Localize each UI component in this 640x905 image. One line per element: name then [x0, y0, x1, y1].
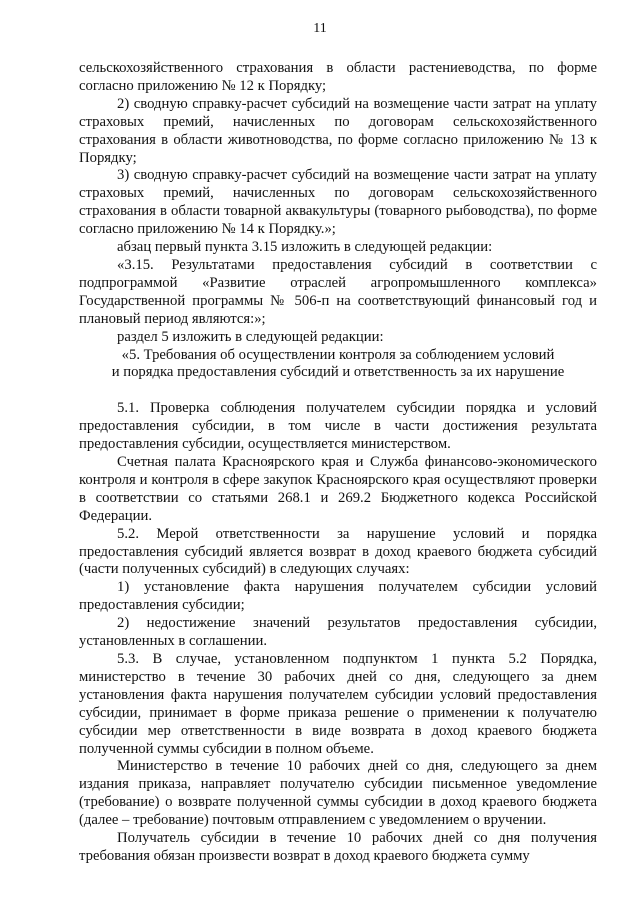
section-5-heading-line-2: и порядка предоставления субсидий и ответственность за их нарушение	[111, 364, 565, 381]
paragraph-5-1: 5.1. Проверка соблюдения получателем субсидии порядка и условий предоставления субсидии, в том числе в части достижения результата предоставления субсидии, осуществляется министерством.	[79, 400, 597, 453]
paragraph-amend-3-15: абзац первый пункта 3.15 изложить в следующей редакции:	[117, 239, 493, 256]
paragraph-amend-section-5: раздел 5 изложить в следующей редакции:	[117, 328, 384, 345]
paragraph-5-2-case-2: 2) недостижение значений результатов предоставления субсидии, установленных в соглашении.	[79, 615, 597, 650]
section-gap	[79, 382, 597, 400]
paragraph-item-3: 3) сводную справку-расчет субсидий на возмещение части затрат на уплату страховых премий, начисленных по договорам сельскохозяйственного страхования в области товарной аквакультуры (товарного рыбоводства), по форме согласно приложению № 14 к Порядку.»;	[79, 167, 597, 238]
paragraph-5-2-case-1: 1) установление факта нарушения получателем субсидии условий предоставления субсидии;	[79, 579, 597, 614]
paragraph-ministry-notice: Министерство в течение 10 рабочих дней со дня, следующего за днем издания приказа, направляет получателю субсидии письменное уведомление (требование) о возврате полученной суммы субсидии в доход краевого бюджета (далее – требование) почтовым отправлением с уведомлением о вручении.	[79, 758, 597, 829]
paragraph-5-2: 5.2. Мерой ответственности за нарушение условий и порядка предоставления субсидий является возврат в доход краевого бюджета субсидий (части полученных субсидий) в следующих случаях:	[79, 525, 597, 578]
paragraph-item-2: 2) сводную справку-расчет субсидий на возмещение части затрат на уплату страховых премий, начисленных по договорам сельскохозяйственного страхования в области животноводства, по форме согласно приложению № 13 к Порядку;	[79, 95, 597, 166]
page-number: 11	[313, 21, 327, 36]
paragraph-recipient-return: Получатель субсидии в течение 10 рабочих дней со дня получения требования обязан произвести возврат в доход краевого бюджета сумму	[79, 830, 597, 864]
section-5-heading-line-1: «5. Требования об осуществлении контроля за соблюдением условий	[121, 346, 555, 363]
paragraph-3-15-text: «3.15. Результатами предоставления субсидий в соответствии с подпрограммой «Развитие отраслей агропромышленного комплекса» Государственной программы № 506-п на соответствующий финансовый год и плановый период являются:»;	[79, 256, 597, 327]
paragraph-5-3: 5.3. В случае, установленном подпунктом 1 пункта 5.2 Порядка, министерство в течение 30 рабочих дней со дня, следующего за днем установления факта нарушения получателем субсидии условий предоставления субсидии, принимает в форме приказа решение о применении к получателю субсидии мер ответственности в виде возврата в доход краевого бюджета полученной суммы субсидии в полном объеме.	[79, 651, 597, 757]
paragraph-audit-chamber: Счетная палата Красноярского края и Служба финансово-экономического контроля и контроля в сфере закупок Красноярского края осуществляют проверки в соответствии со статьями 268.1 и 269.2 Бюджетного кодекса Российской Федерации.	[79, 454, 597, 524]
paragraph-crop-insurance-continuation: сельскохозяйственного страхования в области растениеводства, по форме согласно приложению № 12 к Порядку;	[79, 60, 597, 94]
document-body	[79, 60, 597, 866]
